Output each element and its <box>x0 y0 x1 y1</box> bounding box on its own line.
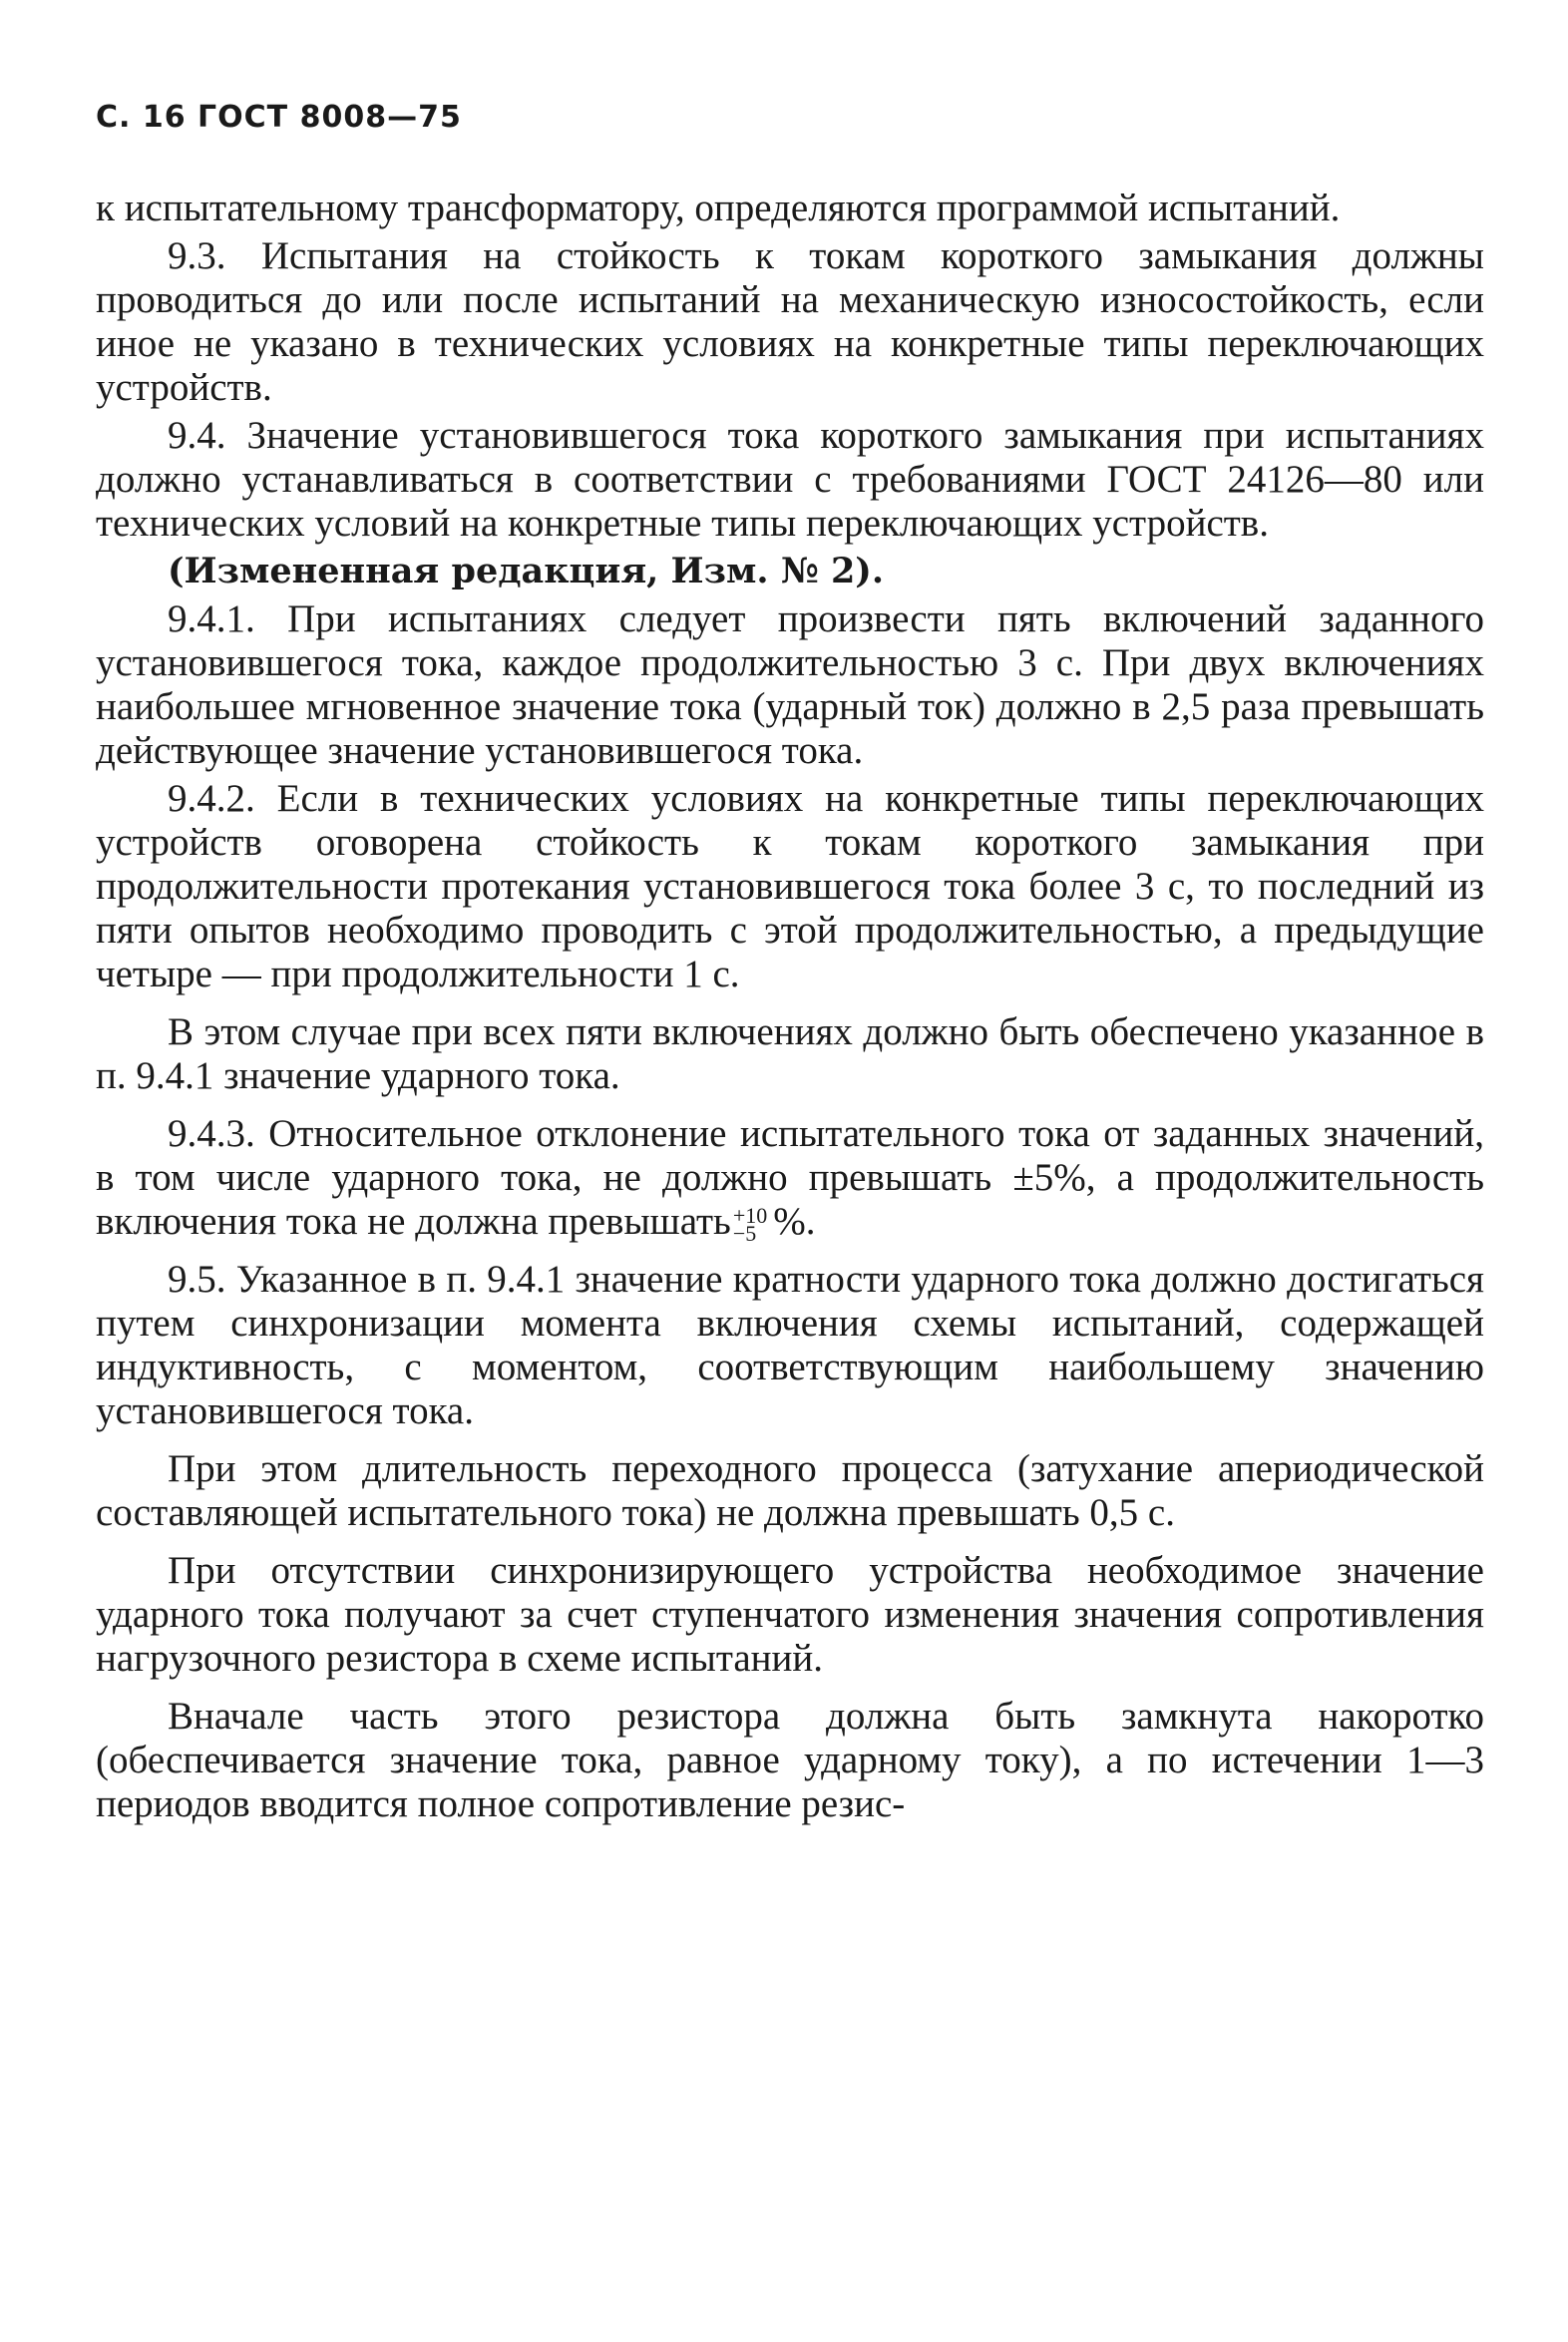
paragraph-9-4: 9.4. Значение установившегося тока короткого замыкания при испытаниях должно устанавливаться в соответствии с требованиями ГОСТ 24126—80 или технических условий на конкретные типы переключающих устройств. <box>96 414 1484 545</box>
paragraph-9-4-3 <box>96 1112 1484 1247</box>
paragraph-9-4-3-end: %. <box>773 1200 816 1243</box>
paragraph-9-3: 9.3. Испытания на стойкость к токам короткого замыкания должны проводиться до или после испытаний на механическую износостойкость, если иное не указано в технических условиях на конкретные типы переключающих устройств. <box>96 234 1484 409</box>
paragraph-9-4-3-text: 9.4.3. Относительное отклонение испытательного тока от заданных значений, в том числе ударного тока, не должно превышать ±5%, а продолжительность включения тока не должна превышать <box>96 1112 1484 1243</box>
amendment-note: (Измененная редакция, Изм. № 2). <box>168 551 885 591</box>
paragraph-resistor: Вначале часть этого резистора должна быть замкнута накоротко (обеспечивается значение тока, равное ударному току), а по истечении 1—3 периодов вводится полное сопротивление резис- <box>96 1695 1484 1825</box>
paragraph-transient: При этом длительность переходного процесса (затухание апериодической составляющей испытательного тока) не должна превышать 0,5 с. <box>96 1447 1484 1534</box>
paragraph-sync: При отсутствии синхронизирующего устройства необходимое значение ударного тока получают за счет ступенчатого изменения значения сопротивления нагрузочного резистора в схеме испытаний. <box>96 1549 1484 1680</box>
tolerance-lower: −5 <box>732 1221 757 1247</box>
document-page <box>96 100 1484 1830</box>
paragraph-continuation: к испытательному трансформатору, определяются программой испытаний. <box>96 187 1341 229</box>
paragraph-9-4-1: 9.4.1. При испытаниях следует произвести пять включений заданного установившегося тока, каждое продолжительностью 3 с. При двух включениях наибольшее мгновенное значение тока (ударный ток) должно в 2,5 раза превышать действующее значение установившегося тока. <box>96 597 1484 772</box>
tolerance-fraction <box>732 1203 768 1247</box>
paragraph-9-5: 9.5. Указанное в п. 9.4.1 значение кратности ударного тока должно достигаться путем синхронизации момента включения схемы испытаний, содержащей индуктивность, с моментом, соответствующим наибольшему значению установившегося тока. <box>96 1258 1484 1432</box>
page-header: С. 16 ГОСТ 8008—75 <box>96 100 462 135</box>
paragraph-9-4-2-note: В этом случае при всех пяти включениях должно быть обеспечено указанное в п. 9.4.1 значение ударного тока. <box>96 1010 1484 1097</box>
tolerance-upper: +10 <box>732 1203 768 1229</box>
paragraph-9-4-2: 9.4.2. Если в технических условиях на конкретные типы переключающих устройств оговорена стойкость к токам короткого замыкания при продолжительности протекания установившегося тока более 3 с, то последний из пяти опытов необходимо проводить с этой продолжительностью, а предыдущие четыре — при продолжительности 1 с. <box>96 777 1484 995</box>
